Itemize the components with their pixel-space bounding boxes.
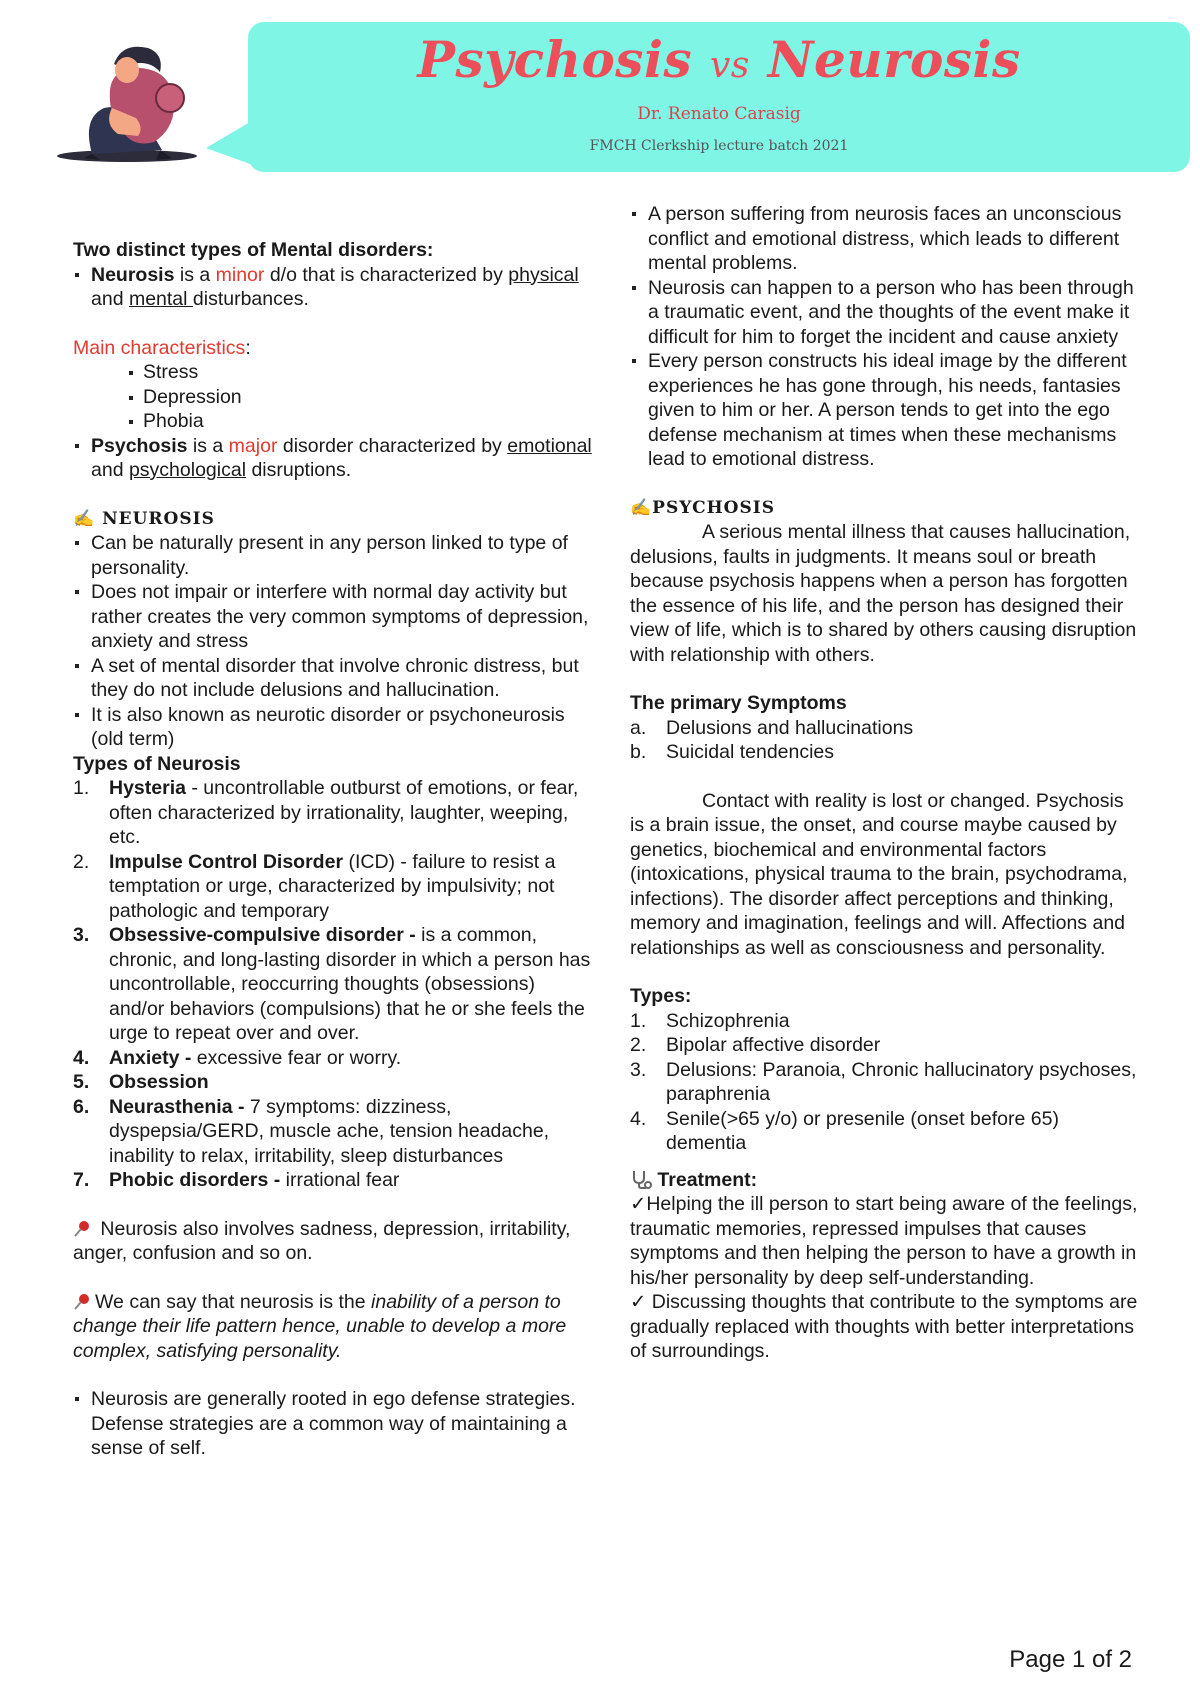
list-item: Neurosis can happen to a person who has been through a traumatic event, and the thoughts of the event make it difficult for him to forget the incident and cause anxiety: [630, 276, 1140, 350]
pushpin-icon: [73, 1290, 95, 1315]
treatment-item: ✓ Discussing thoughts that contribute to the symptoms are gradually replaced with thoughts with better interpretations of surroundings.: [630, 1291, 1138, 1362]
list-item: 6. Neurasthenia - 7 symptoms: dizziness, dyspepsia/GERD, muscle ache, tension headache, inability to relax, irritability, sleep disturbances: [73, 1095, 550, 1167]
list-item: Depression: [73, 385, 593, 410]
list-item: b. Suicidal tendencies: [630, 741, 835, 763]
list-item: A set of mental disorder that involve chronic distress, but they do not include delusions and hallucination.: [73, 654, 593, 703]
neurosis-heading: ✍ NEUROSIS: [73, 508, 215, 529]
list-item: It is also known as neurotic disorder or psychoneurosis (old term): [73, 703, 593, 752]
list-item: Phobia: [73, 409, 593, 434]
list-item: Neurosis are generally rooted in ego defense strategies. Defense strategies are a common way of maintaining a sense of self.: [73, 1387, 593, 1461]
list-item: 1. Schizophrenia: [630, 1009, 790, 1032]
list-item: Stress: [73, 360, 593, 385]
psychosis-heading: ✍PSYCHOSIS: [630, 497, 775, 518]
psychosis-definition: Psychosis is a major disorder characterized by emotional and psychological disruptions.: [73, 434, 593, 483]
primary-symptoms-heading: The primary Symptoms: [630, 692, 847, 714]
page-number: Page 1 of 2: [1009, 1646, 1132, 1673]
right-column: [630, 202, 1140, 1364]
pushpin-icon: [73, 1217, 95, 1242]
list-item: 7. Phobic disorders - irrational fear: [73, 1169, 400, 1191]
list-item: 2. Impulse Control Disorder (ICD) - failure to resist a temptation or urge, characterized by impulsivity; not pathologic and temporary: [73, 850, 556, 922]
treatment-item: ✓Helping the ill person to start being aware of the feelings, traumatic memories, repressed impulses that causes symptoms and then helping the person to have a growth in his/her personality by deep self-understanding.: [630, 1193, 1138, 1289]
batch-label: FMCH Clerkship lecture batch 2021: [589, 138, 849, 154]
list-item: 4. Anxiety - excessive fear or worry.: [73, 1046, 402, 1069]
list-item: 3. Obsessive-compulsive disorder - is a common, chronic, and long-lasting disorder in which a person has uncontrollable, reoccurring thoughts (obsessions) and/or behaviors (compulsions) that he or she feels the urge to repeat over and over.: [73, 924, 591, 1044]
list-item: A person suffering from neurosis faces an unconscious conflict and emotional distress, which leads to different mental problems.: [630, 202, 1140, 276]
list-item: 4. Senile(>65 y/o) or presenile (onset before 65) dementia: [630, 1107, 1059, 1154]
list-item: a. Delusions and hallucinations: [630, 716, 914, 739]
note-inability: We can say that neurosis is the inability of a person to change their life pattern hence, unable to develop a more complex, satisfying personality.: [73, 1290, 567, 1362]
list-item: 5. Obsession: [73, 1071, 209, 1093]
main-characteristics-label: Main characteristics:: [73, 336, 251, 359]
list-item: 3. Delusions: Paranoia, Chronic hallucinatory psychoses, paraphrenia: [630, 1058, 1137, 1105]
intro-heading: Two distinct types of Mental disorders:: [73, 239, 434, 261]
list-item: Every person constructs his ideal image by the different experiences he has gone through, his needs, fantasies given to him or her. A person tends to get into the ego defense mechanism at times when these mechanisms lead to emotional distress.: [630, 349, 1140, 472]
list-item: Does not impair or interfere with normal day activity but rather creates the very common symptoms of depression, anxiety and stress: [73, 580, 593, 654]
page-title: Psychosis vs Neurosis: [417, 30, 1021, 89]
note-sadness: Neurosis also involves sadness, depression, irritability, anger, confusion and so on.: [73, 1217, 571, 1264]
sad-person-illustration: [52, 38, 222, 178]
types-heading: Types:: [630, 985, 692, 1007]
author: Dr. Renato Carasig: [637, 104, 801, 124]
list-item: Can be naturally present in any person linked to type of personality.: [73, 531, 593, 580]
psychosis-paragraph: A serious mental illness that causes hallucination, delusions, faults in judgments. It means soul or breath because psychosis happens when a person has forgotten the essence of his life, and the person has designed their view of life, which is to shared by others causing disruption with relationship with others.: [630, 521, 1137, 666]
neurosis-definition: Neurosis is a minor d/o that is characterized by physical and mental disturbances.: [73, 263, 593, 312]
list-item: 2. Bipolar affective disorder: [630, 1034, 881, 1056]
left-column: [73, 238, 593, 1461]
treatment-heading: Treatment:: [630, 1168, 1140, 1193]
stethoscope-icon: [630, 1169, 652, 1191]
list-item: 1. Hysteria - uncontrollable outburst of emotions, or fear, often characterized by irrationality, laughter, weeping, etc.: [73, 777, 579, 848]
types-of-neurosis-heading: Types of Neurosis: [73, 752, 241, 775]
reality-paragraph: Contact with reality is lost or changed. Psychosis is a brain issue, the onset, and course maybe caused by genetics, biochemical and environmental factors (intoxications, physical trauma to the brain, psychodrama, infections). The disorder affect perceptions and thinking, memory and imagination, feelings and will. Affections and relationships as well as consciousness and personality.: [630, 789, 1128, 959]
